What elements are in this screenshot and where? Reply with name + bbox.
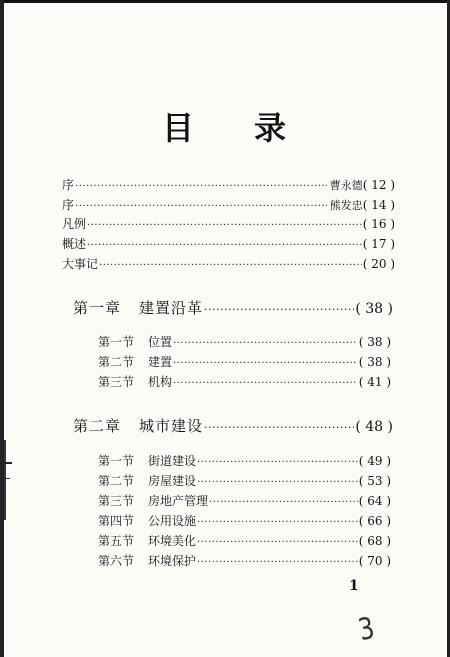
chapter-title: 城市建设 [139,417,204,435]
toc-section [98,552,391,569]
leader-dots [197,537,358,548]
toc-entry [62,255,395,272]
toc-entry [62,196,395,213]
section-number: 第二节 [98,355,135,369]
leader-dots [87,240,362,251]
toc-entry-page: ( 16 ) [362,217,395,231]
toc-entry-page: ( 17 ) [362,237,395,251]
section-title: 机构 [148,375,173,389]
scan-border-left [0,0,4,657]
leader-dots [204,421,354,434]
section-title: 房地产管理 [148,494,209,508]
section-title: 公用设施 [148,514,197,528]
leader-dots [99,260,362,271]
toc-section [98,492,391,509]
toc-entry [62,176,395,193]
leader-dots [204,303,354,316]
toc-entry-label: 序 [62,178,75,192]
leader-dots [87,220,362,231]
section-page: ( 38 ) [358,335,391,349]
leader-dots [173,338,358,349]
toc-section [98,472,391,489]
title-char: 录 [254,109,289,147]
leader-dots [197,517,358,528]
section-title: 街道建设 [148,454,197,468]
toc-section [98,512,391,529]
leader-dots [173,358,358,369]
handwritten-mark: 3 [355,610,378,649]
toc-section [98,532,391,549]
toc-section [98,353,391,370]
section-page: ( 68 ) [358,534,391,548]
toc-entry-page: ( 14 ) [362,198,395,212]
scan-edge-mark [4,440,6,520]
section-title: 环境美化 [148,534,197,548]
toc-entry [62,235,395,252]
toc-entry-page: ( 12 ) [362,178,395,192]
chapter-title: 建置沿革 [139,299,204,317]
toc-entry-label: 大事记 [62,257,99,271]
scan-edge-mark [4,478,10,479]
leader-dots [197,557,358,568]
section-number: 第三节 [98,494,135,508]
scan-edge-mark [4,462,12,464]
section-title: 房屋建设 [148,474,197,488]
page-number: 1 [349,578,359,594]
section-page: ( 64 ) [358,494,391,508]
page-title [0,103,450,149]
toc-entry-author: 熊发忠 [329,199,363,212]
section-page: ( 41 ) [358,375,391,389]
section-number: 第一节 [98,454,135,468]
scan-border-top [0,0,450,3]
toc-entry-label: 序 [62,198,75,212]
toc-entry-label: 凡例 [62,217,87,231]
title-char: 目 [161,109,196,147]
leader-dots [75,201,327,212]
chapter-page: ( 48 ) [355,419,393,435]
leader-dots [75,181,327,192]
toc-entry-label: 概述 [62,237,87,251]
section-title: 建置 [148,355,173,369]
toc-entry-page: ( 20 ) [362,257,395,271]
leader-dots [173,378,358,389]
chapter-number: 第二章 [73,417,122,435]
toc-section [98,373,391,390]
section-number: 第五节 [98,534,135,548]
leader-dots [197,477,358,488]
section-title: 位置 [148,335,173,349]
section-page: ( 66 ) [358,514,391,528]
section-number: 第四节 [98,514,135,528]
leader-dots [209,497,358,508]
leader-dots [197,457,358,468]
toc-chapter [73,415,393,436]
chapter-page: ( 38 ) [355,301,393,317]
toc-entry [62,215,395,232]
toc-section [98,333,391,350]
section-page: ( 53 ) [358,474,391,488]
section-number: 第二节 [98,474,135,488]
toc-chapter [73,297,393,318]
section-number: 第六节 [98,554,135,568]
section-number: 第一节 [98,335,135,349]
section-page: ( 38 ) [358,355,391,369]
toc-entry-author: 曹永德 [329,179,363,192]
section-page: ( 49 ) [358,454,391,468]
section-title: 环境保护 [148,554,197,568]
section-number: 第三节 [98,375,135,389]
section-page: ( 70 ) [358,554,391,568]
chapter-number: 第一章 [73,299,122,317]
toc-section [98,452,391,469]
